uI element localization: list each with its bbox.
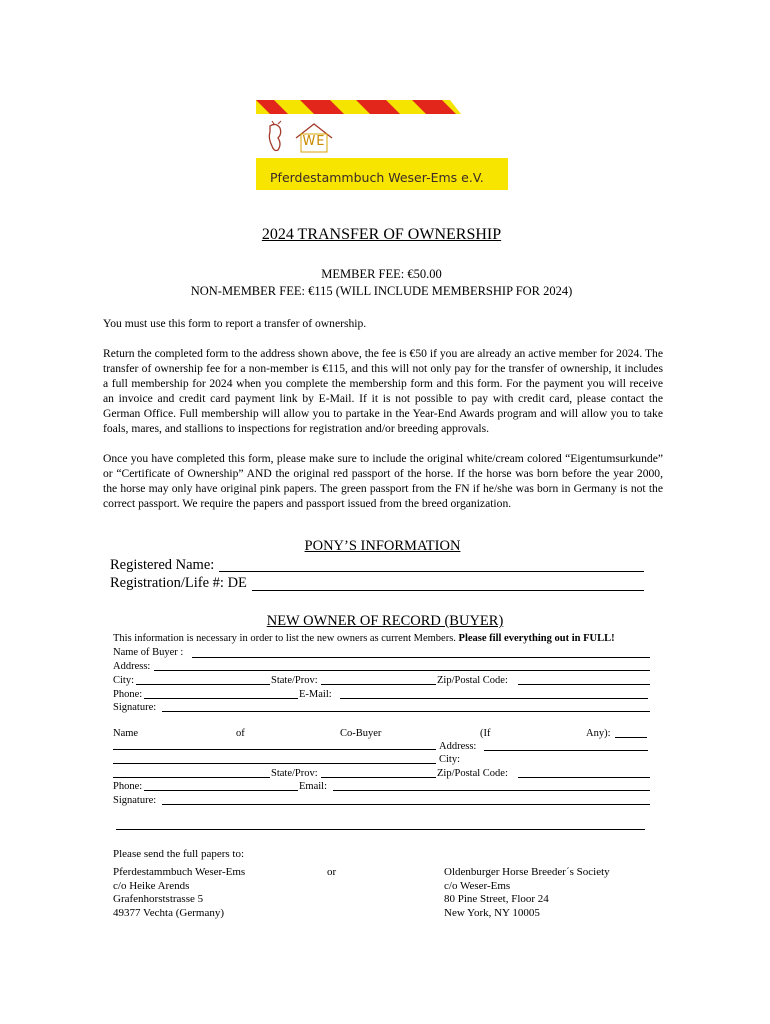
separator-line [116, 829, 645, 830]
buyer-state-field[interactable] [321, 684, 436, 685]
cobuyer-label-name: Name [113, 728, 139, 739]
cobuyer-email-label: Email: [299, 781, 327, 792]
cobuyer-name-field[interactable] [615, 737, 647, 738]
buyer-city-field[interactable] [136, 684, 270, 685]
send-heading: Please send the full papers to: [113, 848, 245, 860]
buyer-phone-label: Phone: [113, 689, 143, 700]
papers-paragraph: Once you have completed this form, please make sure to include the original white/cream colored “Eigentumsurkunde” or “Certificate of Ownership” AND the original red passport of the horse. If the horse was born before the year 2000, the horse may only have original pink papers. The green passport from the FN if he/she was born in Germany is not the correct passport. We require the papers and passport issued from the breed organization. [103, 452, 663, 510]
buyer-email-label: E-Mail: [299, 689, 332, 700]
address-line: New York, NY 10005 [444, 906, 540, 919]
logo-monogram: WE [302, 134, 326, 149]
registered-name-label: Registered Name: [110, 557, 215, 573]
logo-text: Pferdestammbuch Weser-Ems e.V. [270, 170, 484, 185]
buyer-phone-field[interactable] [144, 698, 298, 699]
address-line: Pferdestammbuch Weser-Ems [113, 866, 246, 878]
german-office-address [113, 866, 245, 920]
cobuyer-signature-label: Signature: [113, 795, 157, 806]
address-line: 80 Pine Street, Floor 24 [444, 893, 549, 905]
cobuyer-address-field-2[interactable] [113, 763, 436, 764]
non-member-fee: NON-MEMBER FEE: €115 (WILL INCLUDE MEMBERSHIP FOR 2024) [190, 284, 573, 298]
or-text: or [327, 866, 337, 878]
page-title: 2024 TRANSFER OF OWNERSHIP [261, 226, 502, 243]
cobuyer-state-field[interactable] [321, 777, 436, 778]
registration-field[interactable] [252, 590, 644, 591]
buyer-note: This information is necessary in order to list the new owners as current Members. Please fill everything out in FULL! [113, 633, 615, 644]
address-line: c/o Weser-Ems [444, 879, 511, 892]
buyer-city-label: City: [113, 675, 135, 686]
buyer-name-label: Name of Buyer : [113, 647, 184, 658]
logo [256, 100, 508, 190]
address-line: c/o Heike Arends [113, 879, 190, 892]
buyer-heading: NEW OWNER OF RECORD (BUYER) [266, 613, 504, 629]
cobuyer-zip-field[interactable] [518, 777, 650, 778]
buyer-address-field[interactable] [154, 670, 650, 671]
cobuyer-zip-label: Zip/Postal Code: [437, 768, 508, 779]
cobuyer-state-label: State/Prov: [271, 768, 318, 779]
cobuyer-email-field[interactable] [333, 790, 650, 791]
buyer-zip-label: Zip/Postal Code: [437, 675, 508, 686]
buyer-email-field[interactable] [340, 698, 648, 699]
pony-heading: PONY’S INFORMATION [304, 538, 461, 554]
cobuyer-signature-field[interactable] [162, 804, 650, 805]
address-line: Oldenburger Horse Breeder´s Society [444, 866, 610, 878]
buyer-state-label: State/Prov: [271, 675, 318, 686]
buyer-signature-field[interactable] [162, 711, 650, 712]
cobuyer-label-of: of [236, 728, 245, 739]
cobuyer-phone-field[interactable] [144, 790, 298, 791]
buyer-address-label: Address: [113, 661, 151, 672]
registered-name-field[interactable] [219, 571, 644, 572]
intro-text: You must use this form to report a transfer of ownership. [103, 317, 367, 330]
buyer-name-field[interactable] [192, 657, 650, 658]
address-line: Grafenhorststrasse 5 [113, 893, 204, 905]
address-line: 49377 Vechta (Germany) [113, 906, 224, 919]
cobuyer-address-field[interactable] [484, 750, 648, 751]
cobuyer-name-field-2[interactable] [113, 749, 436, 750]
cobuyer-label-if: (If [480, 728, 491, 739]
cobuyer-label-any: Any): [586, 728, 611, 739]
buyer-signature-label: Signature: [113, 702, 157, 713]
cobuyer-phone-label: Phone: [113, 781, 143, 792]
us-office-address [444, 866, 610, 920]
cobuyer-city-field[interactable] [113, 777, 270, 778]
instructions-paragraph: Return the completed form to the address shown above, the fee is €50 if you are already an active member for 2024. The transfer of ownership fee for a non-member is €115, and this will not only pay for the transfer of ownership, it includes a full membership for 2024 when you complete the membership form and this form. For the payment you will receive an invoice and credit card payment link by E-Mail. If it is not possible to pay with credit card, please contact the German Office. Full membership will allow you to partake in the Year-End Awards program and will allow you to take foals, mares, and stallions to inspections for registration and/or breeding approvals. [103, 347, 663, 435]
registration-label: Registration/Life #: DE [110, 575, 247, 591]
cobuyer-city-label: City: [439, 754, 461, 765]
buyer-zip-field[interactable] [518, 684, 650, 685]
cobuyer-address-label: Address: [439, 741, 477, 752]
member-fee: MEMBER FEE: €50.00 [321, 267, 442, 281]
cobuyer-label-cobuyer: Co-Buyer [340, 728, 382, 739]
